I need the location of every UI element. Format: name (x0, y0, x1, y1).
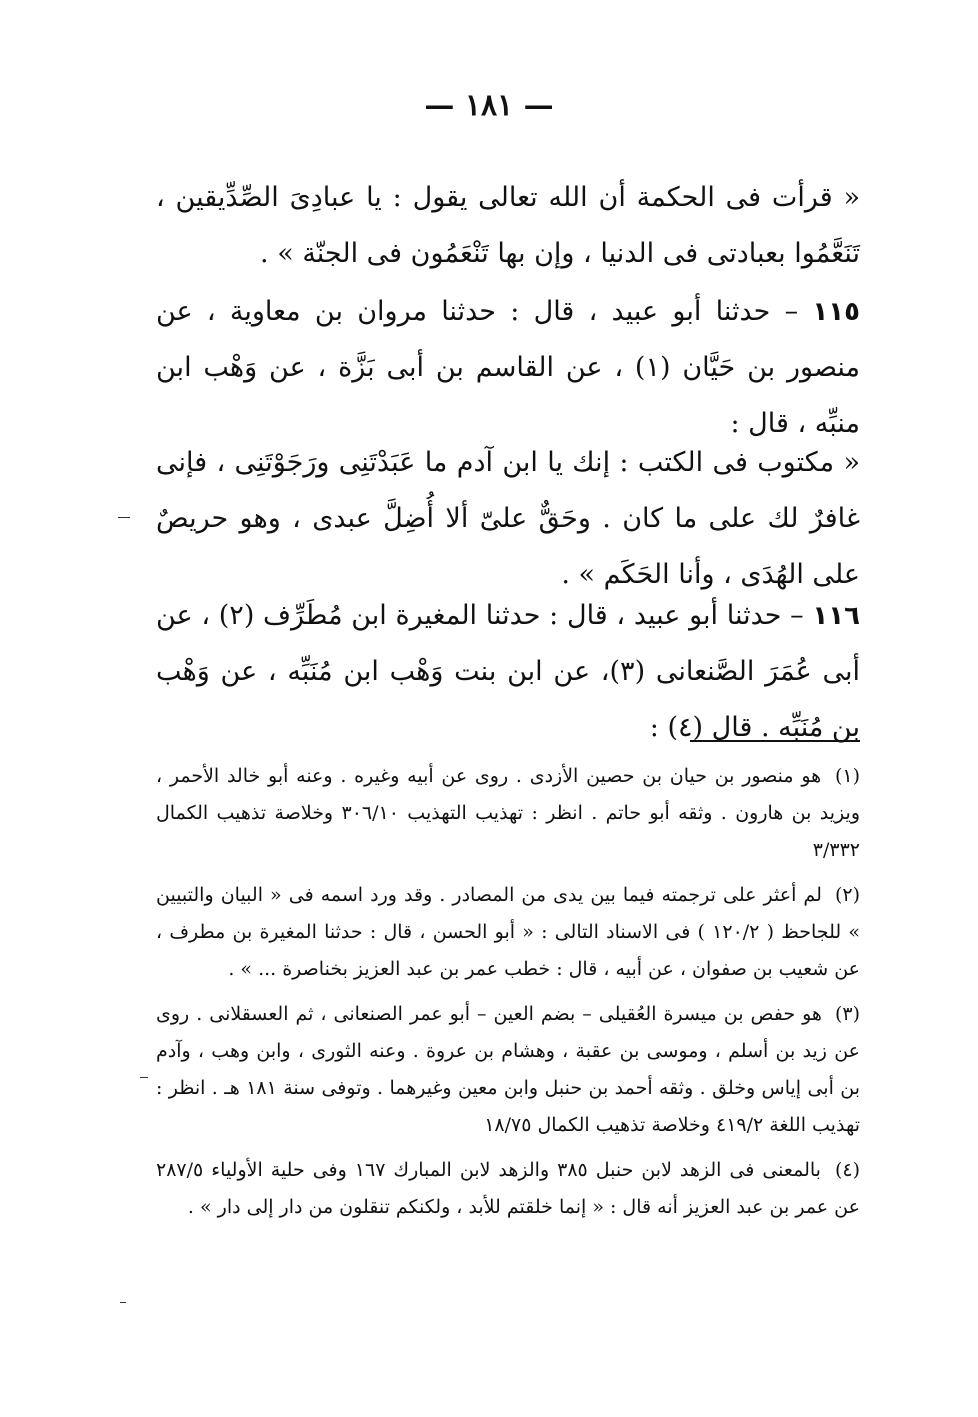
footnote-2 (156, 877, 860, 988)
footnote-number: (٣) (834, 1003, 861, 1025)
hadith-number: ١١٦ (812, 601, 860, 631)
footnote-number: (٤) (834, 1159, 860, 1181)
footnotes-section (156, 758, 860, 1234)
footnote-text: هو منصور بن حيان بن حصين الأزدى . روى عن أبيه وغيره . وعنه أبو خالد الأحمر ، ويزيد بن هارون . وثقه أبو حاتم . انظر : تهذيب التهذيب ٣٠٦/١٠ وخلاصة تذهيب الكمال ٣/٣٣٢ (156, 765, 860, 861)
paragraph-quote-1 (156, 170, 860, 282)
footnote-number: (١) (834, 765, 861, 787)
footnote-4 (156, 1152, 860, 1226)
footnote-3 (156, 996, 860, 1144)
footnote-text: هو حفص بن ميسرة العُقيلى – بضم العين – أبو عمر الصنعانى ، ثم العسقلانى . روى عن زيد بن أسلم ، وموسى بن عقبة ، وهشام بن عروة . وعنه الثورى ، وابن وهب ، وآدم بن أبى إياس وخلق . وثقه أحمد بن حنبل وابن معين وغيرهما . وتوفى سنة ١٨١ هـ . انظر : تهذيب اللغة ٤١٩/٢ وخلاصة تذهيب الكمال ١٨/٧٥ (156, 1003, 860, 1136)
footnote-separator (690, 740, 860, 742)
paragraph-quote-2 (156, 435, 860, 603)
paragraph-text: « قرأت فى الحكمة أن الله تعالى يقول : يا عبادِىَ الصِّدِّيقين ، تَنَعَّمُوا بعبادتى فى الدنيا ، وإن بها تَنْعَمُون فى الجنّة » . (156, 182, 860, 269)
paragraph-text: – حدثنا أبو عبيد ، قال : حدثنا المغيرة ابن مُطَرِّف (٢) ، عن أبى عُمَرَ الصَّنعانى (٣)، عن ابن بنت وَهْب ابن مُنَبِّه ، عن وَهْب بن مُنَبِّه . قال (٤) : (156, 600, 861, 743)
scan-mark (118, 517, 130, 518)
footnote-number: (٢) (834, 884, 861, 906)
footnote-1 (156, 758, 860, 869)
scan-mark (140, 1077, 148, 1078)
paragraph-text: « مكتوب فى الكتب : إنك يا ابن آدم ما عَبَدْتَنِى ورَجَوْتَنِى ، فإنى غافرٌ لك على ما كان . وحَقٌّ علىّ ألا أُضِلَّ عبدى ، وهو حريصٌ على الهُدَى ، وأنا الحَكَم » . (156, 447, 860, 590)
paragraph-text: – حدثنا أبو عبيد ، قال : حدثنا مروان بن معاوية ، عن منصور بن حَيَّان (١) ، عن القاسم بن أبى بَزَّة ، عن وَهْب ابن منبِّه ، قال : (156, 296, 860, 439)
hadith-number: ١١٥ (812, 297, 860, 327)
footnote-text: بالمعنى فى الزهد لابن حنبل ٣٨٥ والزهد لابن المبارك ١٦٧ وفى حلية الأولياء ٢٨٧/٥ عن عمر بن عبد العزيز أنه قال : « إنما خلقتم للأبد ، ولكنكم تنقلون من دار إلى دار » . (156, 1159, 860, 1218)
paragraph-hadith-116 (156, 588, 860, 756)
page-number: — ١٨١ — (424, 88, 554, 123)
scan-mark (120, 1302, 126, 1303)
paragraph-hadith-115 (156, 284, 860, 452)
footnote-text: لم أعثر على ترجمته فيما بين يدى من المصادر . وقد ورد اسمه فى « البيان والتبيين » للجاحظ ( ١٢٠/٢ ) فى الاسناد التالى : « أبو الحسن ، قال : حدثنا المغيرة بن مطرف ، عن شعيب بن صفوان ، عن أبيه ، قال : خطب عمر بن عبد العزيز بخناصرة ... » . (156, 884, 860, 980)
